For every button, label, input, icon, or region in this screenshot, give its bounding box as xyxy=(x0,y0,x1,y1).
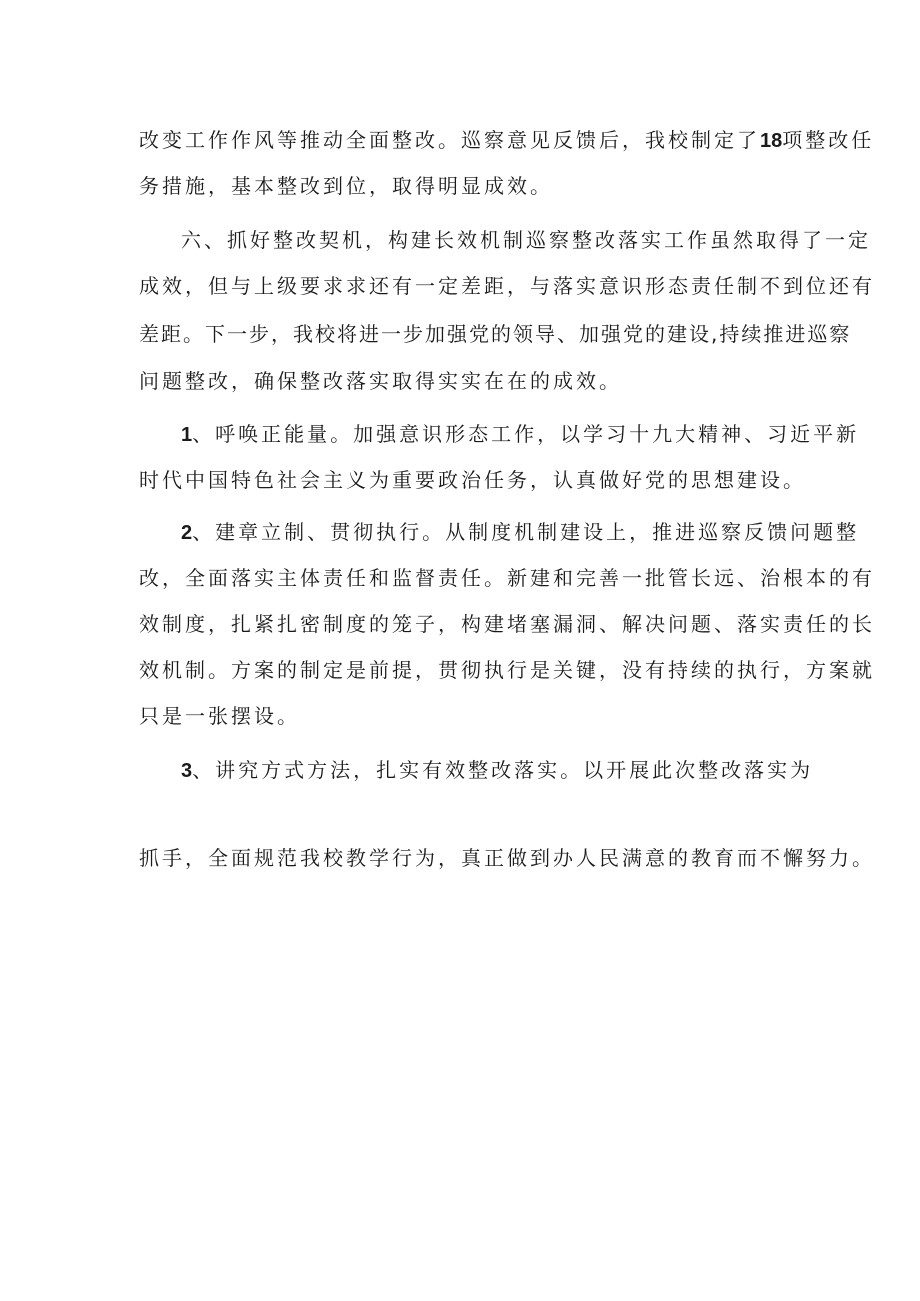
number-18: 18 xyxy=(760,130,783,152)
item-number: 2 xyxy=(181,522,193,544)
item-number: 1 xyxy=(181,424,193,446)
text-segment: 、讲究方式方法，扎实有效整改落实。以开展此次整改落实为 xyxy=(192,758,814,782)
list-item-2-line xyxy=(181,520,860,544)
paragraph-line: 效制度，扎紧扎密制度的笼子，构建堵塞漏洞、解决问题、落实责任的长 xyxy=(139,612,875,636)
paragraph-line: 问题整改，确保整改落实取得实实在在的成效。 xyxy=(139,369,622,393)
text-segment: 、建章立制、贯彻执行。从制度机制建设上，推进巡察反馈问题整 xyxy=(192,520,860,544)
text-segment: 、呼唤正能量。加强意识形态工作，以学习十九大精神、习近平新 xyxy=(192,422,860,446)
paragraph-line: 成效，但与上级要求求还有一定差距，与落实意识形态责任制不到位还有 xyxy=(139,274,875,298)
paragraph-line: 抓手，全面规范我校教学行为，真正做到办人民满意的教育而不懈努力。 xyxy=(139,846,875,870)
text-segment: 改变工作作风等推动全面整改。巡察意见反馈后，我校制定了 xyxy=(139,128,760,152)
paragraph-line: 差距。下一步，我校将进一步加强党的领导、加强党的建设,持续推进巡察 xyxy=(139,322,852,346)
list-item-3-line xyxy=(181,758,814,782)
paragraph-line: 时代中国特色社会主义为重要政治任务，认真做好党的思想建设。 xyxy=(139,468,806,492)
paragraph-line: 务措施，基本整改到位，取得明显成效。 xyxy=(139,174,553,198)
paragraph-line: 改，全面落实主体责任和监督责任。新建和完善一批管长远、治根本的有 xyxy=(139,566,875,590)
section-heading-line: 六、抓好整改契机，构建长效机制巡察整改落实工作虽然取得了一定 xyxy=(181,228,871,252)
paragraph-line: 效机制。方案的制定是前提，贯彻执行是关键，没有持续的执行，方案就 xyxy=(139,658,875,682)
list-item-1-line xyxy=(181,422,860,446)
item-number: 3 xyxy=(181,760,193,782)
paragraph-line: 只是一张摆设。 xyxy=(139,704,300,728)
paragraph-line xyxy=(139,128,875,152)
text-segment: 项整改任 xyxy=(782,128,875,152)
